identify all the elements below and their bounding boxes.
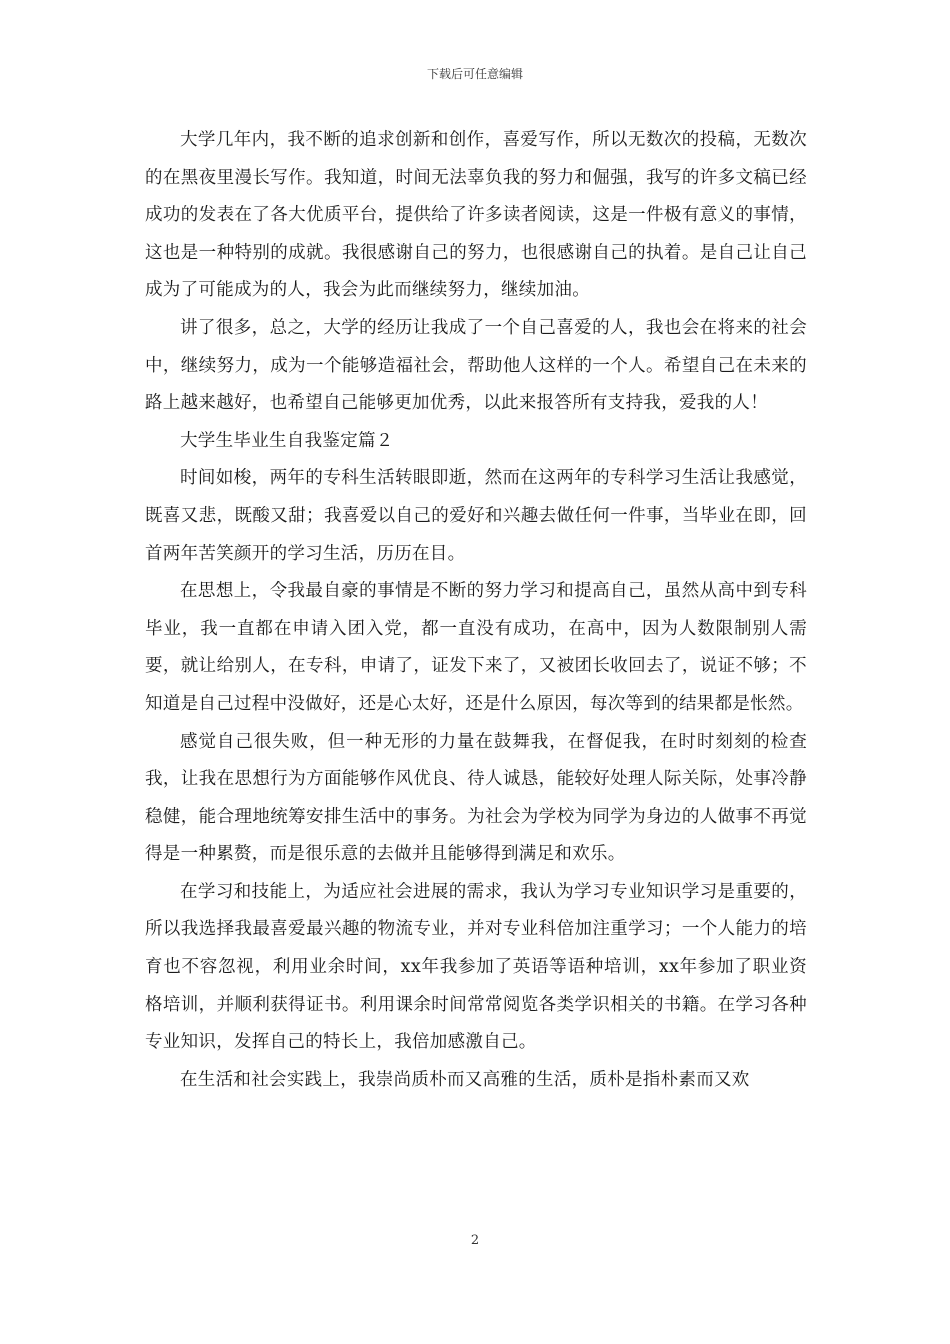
page-header: 下载后可任意编辑 <box>426 67 523 81</box>
paragraph: 在思想上，令我最自豪的事情是不断的努力学习和提高自己，虽然从高中到专科毕业，我一直都在申请入团入党，都一直没有成功，在高中，因为人数限制别人需要，就让给别人，在专科，申请了，证发下来了，又被团长收回去了，说证不够；不知道是自己过程中没做好，还是心太好，还是什么原因，每次等到的结果都是怅然。 <box>145 581 807 714</box>
page-number: 2 <box>470 1233 480 1248</box>
section-heading: 大学生毕业生自我鉴定篇２ <box>180 430 394 451</box>
paragraph: 在生活和社会实践上，我崇尚质朴而又高雅的生活，质朴是指朴素而又欢 <box>180 1069 750 1090</box>
paragraph: 感觉自己很失败，但一种无形的力量在鼓舞我，在督促我，在时时刻刻的检查我，让我在思想行为方面能够作风优良、待人诚恳，能较好处理人际关际，处事冷静稳健，能合理地统筹安排生活中的事务。为社会为学校为同学为身边的人做事不再觉得是一种累赘，而是很乐意的去做并且能够得到满足和欢乐。 <box>145 731 807 865</box>
paragraph: 讲了很多，总之，大学的经历让我成了一个自己喜爱的人，我也会在将来的社会中，继续努力，成为一个能够造福社会，帮助他人这样的一个人。希望自己在未来的路上越来越好，也希望自己能够更加优秀，以此来报答所有支持我，爱我的人！ <box>145 317 807 414</box>
document-body <box>145 122 807 1099</box>
paragraph: 在学习和技能上，为适应社会进展的需求，我认为学习专业知识学习是重要的，所以我选择我最喜爱最兴趣的物流专业，并对专业科倍加注重学习；一个人能力的培育也不容忽视，利用业余时间，xx年我参加了英语等语种培训，xx年参加了职业资格培训，并顺利获得证书。利用课余时间常常阅览各类学识相关的书籍。在学习各种专业知识，发挥自己的特长上，我倍加感激自己。 <box>145 881 807 1053</box>
paragraph: 时间如梭，两年的专科生活转眼即逝，然而在这两年的专科学习生活让我感觉，既喜又悲，既酸又甜；我喜爱以自己的爱好和兴趣去做任何一件事，当毕业在即，回首两年苦笑颜开的学习生活，历历在目。 <box>145 468 807 564</box>
paragraph: 大学几年内，我不断的追求创新和创作，喜爱写作，所以无数次的投稿，无数次的在黑夜里漫长写作。我知道，时间无法辜负我的努力和倔强，我写的许多文稿已经成功的发表在了各大优质平台，提供给了许多读者阅读，这是一件极有意义的事情，这也是一种特别的成就。我很感谢自己的努力，也很感谢自己的执着。是自己让自己成为了可能成为的人，我会为此而继续努力，继续加油。 <box>145 130 807 301</box>
